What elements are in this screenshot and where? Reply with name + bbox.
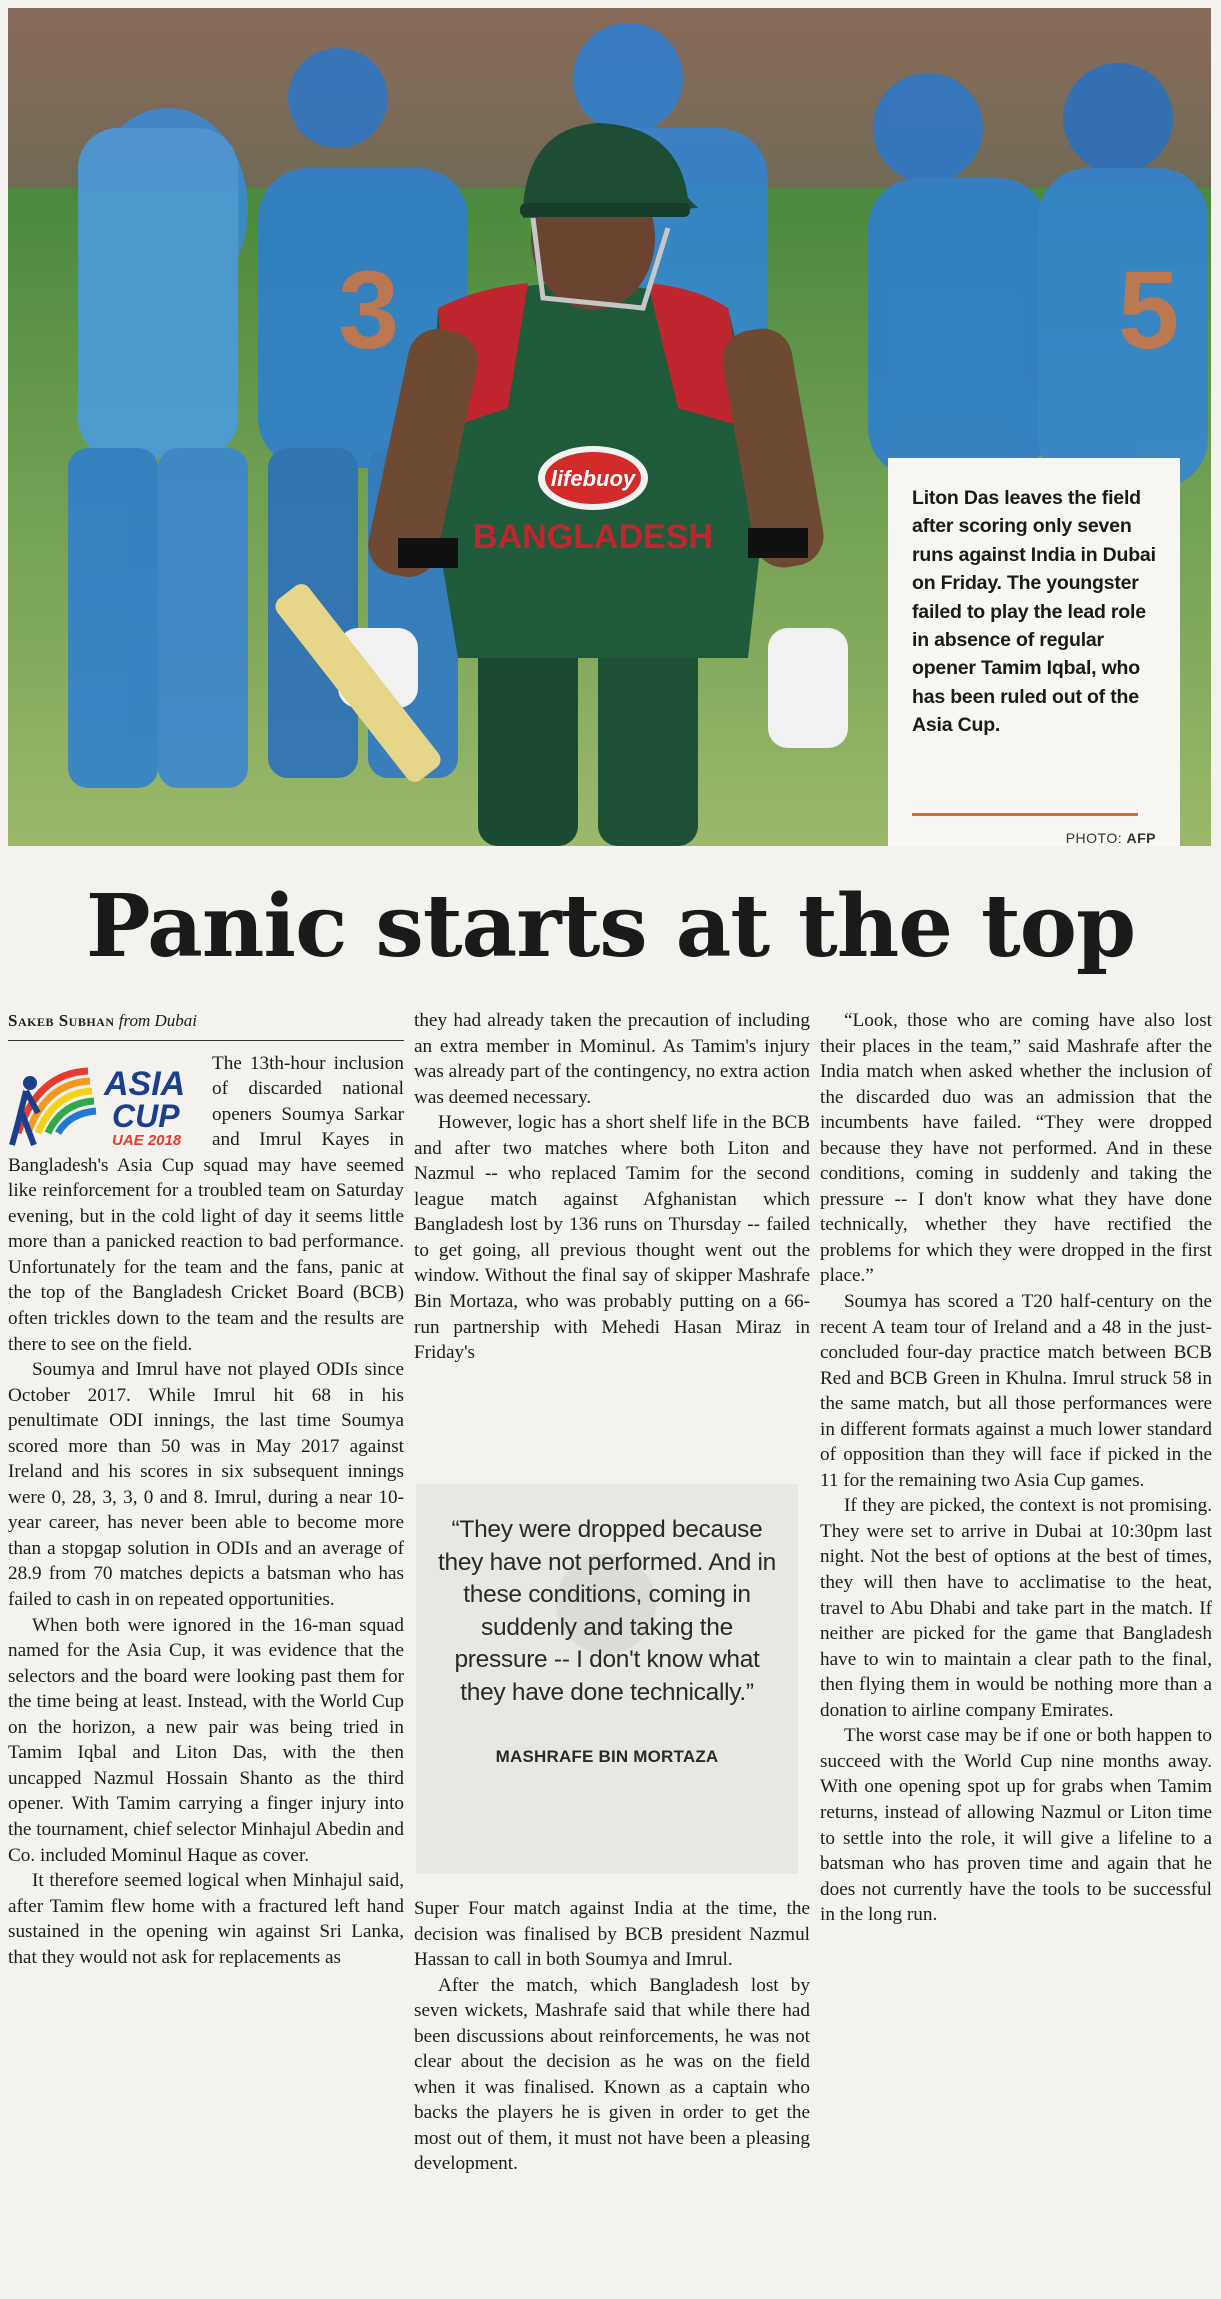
logo-line1: ASIA [104, 1064, 186, 1103]
jersey-sponsor: lifebuoy [550, 466, 636, 491]
jersey-number-3: 3 [338, 249, 400, 372]
article-column-2-lower [414, 1896, 810, 2177]
pull-quote-author: MASHRAFE BIN MORTAZA [495, 1747, 719, 1766]
paragraph: The 13th-hour inclusion of discarded national openers Soumya Sarkar and Imrul Kayes in Bangladesh's Asia Cup squad may have seemed like reinforcement for a troubled team on Saturday evening, but in the cold light of day it seems little more than a panicked reaction to bad performance. Unfortunately for the team and the fans, panic at the top of the Bangladesh Cricket Board (BCB) often trickles down to the team and the results are there to see on the field. [8, 1052, 404, 1355]
paragraph: It therefore seemed logical when Minhajul said, after Tamim flew home with a fractured left hand sustained in the opening win against Sri Lanka, that they would not ask for replacements as [8, 1870, 404, 1968]
byline-location: from Dubai [118, 1011, 198, 1030]
article-column-1 [8, 1008, 404, 1970]
paragraph: Soumya and Imrul have not played ODIs since October 2017. While Imrul hit 68 in his penultimate ODI innings, the last time Soumya scored more than 50 was in May 2017 against Ireland and his scores in six subsequent innings were 0, 28, 3, 3, 0 and 8. Imrul, during a near 10-year career, has never been able to become more than a stopgap solution in ODIs and an average of 28.9 from 70 matches depicts a batsman who has failed to cash in on repeated opportunities. [8, 1359, 404, 1611]
paragraph: If they are picked, the context is not promising. They were set to arrive in Dubai at 10:30pm last night. Not the best of options at the best of times, they will then have to acclimatise to the heat, travel to Abu Dhabi and take part in the match. If neither are picked for the game that Bangladesh have to win to maintain a clear path to the final, then flying them in would be nothing more than a donation to airline company Emirates. [820, 1495, 1212, 1721]
caption-rule [912, 813, 1138, 816]
jersey-number-5: 5 [1118, 249, 1180, 372]
paragraph: Super Four match against India at the time, the decision was finalised by BCB president Nazmul Hassan to call in both Soumya and Imrul. [414, 1898, 810, 1971]
byline-author: Sakeb Subhan [8, 1011, 115, 1030]
paragraph: they had already taken the precaution of including an extra member in Mominul. As Tamim's injury was already part of the contingency, no extra action was deemed necessary. [414, 1010, 810, 1108]
headline: Panic starts at the top [85, 876, 1136, 977]
byline [8, 1008, 404, 1041]
photo-credit-agency: AFP [1126, 830, 1156, 846]
news-photo [8, 8, 1211, 846]
paragraph: The worst case may be if one or both happen to succeed with the World Cup nine months away. With one opening spot up for grabs when Tamim returns, instead of allowing Nazmul or Liton time to settle into the role, it will give a lifeline to a batsman who has proven time and again that he does not currently have the tools to be successful in the long run. [820, 1725, 1212, 1926]
pull-quote-text: “They were dropped because they have not performed. And in these conditions, coming in suddenly and taking the pressure -- I don't know what they have done technically.” [437, 1516, 776, 1706]
paragraph: “Look, those who are coming have also lost their places in the team,” said Mashrafe after the India match when asked whether the inclusion of the discarded duo was an admission that the incumbents have failed. “They were dropped because they have not performed. And in these conditions, coming in suddenly and taking the pressure -- I don't know what they have done technically, whether they have rectified the problems for which they were dropped in the first place.” [820, 1010, 1212, 1287]
paragraph: Soumya has scored a T20 half-century on the recent A team tour of Ireland and a 48 in the just-concluded four-day practice match between BCB Red and BCB Green in Khulna. Imrul struck 58 in the same match, but all those performances were in different formats against a much lower standard of opposition than they will face if picked in the 11 for the remaining two Asia Cup games. [820, 1291, 1212, 1491]
article-column-3 [820, 1008, 1212, 1928]
asia-cup-logo [8, 1053, 204, 1149]
photo-caption-box [888, 458, 1180, 846]
photo-credit [1066, 830, 1156, 846]
logo-line2: CUP [112, 1097, 180, 1134]
asia-cup-logo-art [8, 1053, 204, 1149]
article-column-2 [414, 1008, 810, 1366]
jersey-text: BANGLADESH [473, 518, 713, 556]
photo-credit-prefix: PHOTO: [1065, 830, 1123, 846]
logo-line3: UAE 2018 [112, 1131, 182, 1149]
photo-caption: Liton Das leaves the field after scoring only seven runs against India in Dubai on Friday. The youngster failed to play the lead role in absence of regular opener Tamim Iqbal, who has been ruled out of the Asia Cup. [912, 487, 1156, 737]
pull-quote [416, 1484, 798, 1874]
paragraph: After the match, which Bangladesh lost by seven wickets, Mashrafe said that while there had been discussions about reinforcements, he was not clear about the decision as he was on the field when it was finalised. Known as a captain who backs the players he is given in order to get the most out of them, it must not have been a pleasing development. [414, 1974, 810, 2175]
paragraph: When both were ignored in the 16-man squad named for the Asia Cup, it was evidence that the selectors and the board were looking past them for the time being at least. Instead, with the World Cup on the horizon, a new pair was being tried in Tamim Iqbal and Liton Das, with the then uncapped Nazmul Hossain Shanto as the third opener. With Tamim carrying a finger injury into the tournament, chief selector Minhajul Abedin and Co. included Mominul Haque as cover. [8, 1614, 404, 1866]
paragraph: However, logic has a short shelf life in the BCB and after two matches where both Liton and Nazmul -- who replaced Tamim for the second league match against Afghanistan which Bangladesh lost by 136 runs on Thursday -- failed to get going, all previous thought went out the window. Without the final say of skipper Mashrafe Bin Mortaza, who was probably putting on a 66-run partnership with Mehedi Hasan Miraz in Friday's [414, 1112, 810, 1364]
